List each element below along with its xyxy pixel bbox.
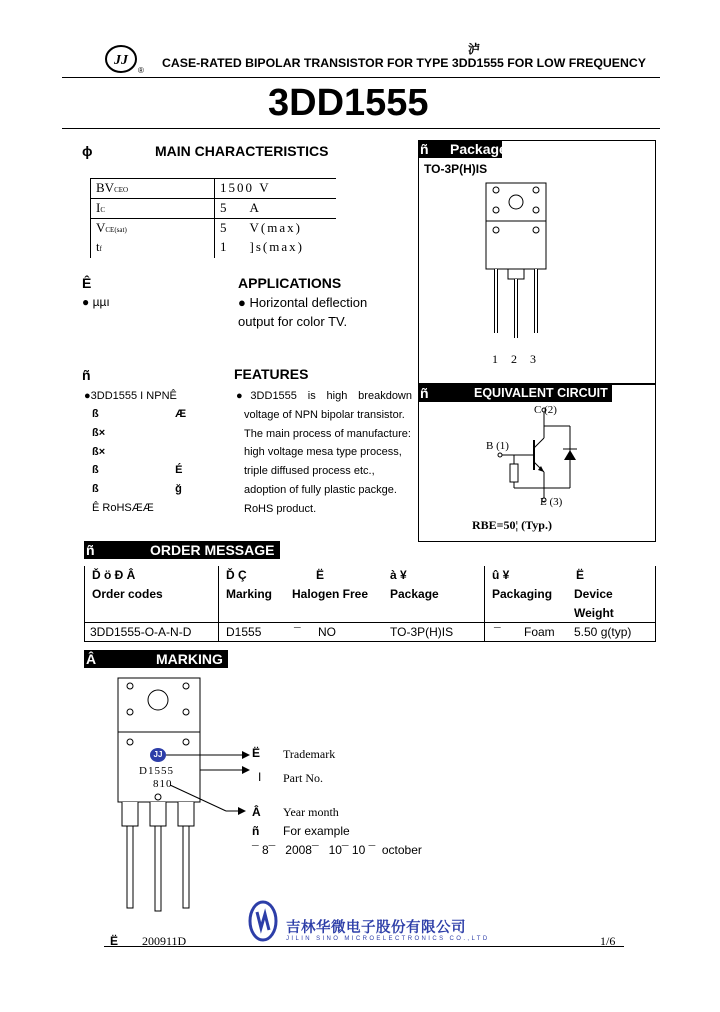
company-logo xyxy=(104,44,138,74)
applications-line1: ● Horizontal deflection xyxy=(238,295,368,310)
marking-label: Trademark xyxy=(283,747,336,761)
char-value: 1 ]s(max) xyxy=(220,239,304,254)
features-cn-line: ß É xyxy=(92,464,183,476)
order-col-cn: Ë xyxy=(576,568,585,582)
logo-text: JJ xyxy=(114,53,128,68)
char-value: 1500 V xyxy=(220,180,271,195)
marking-chip-text1: D1555 xyxy=(139,765,174,777)
applications-cn-glyph: Ê xyxy=(82,275,92,291)
header-rule-top xyxy=(62,77,660,78)
header-rule-bottom xyxy=(62,128,660,129)
footer-company-en: JILIN SINO MICROELECTRONICS CO.,LTD xyxy=(286,936,490,942)
features-cn-glyph: ñ xyxy=(82,367,91,383)
features-en-line: RoHS product. xyxy=(244,502,317,515)
order-weight-cell: 5.50 g(typ) xyxy=(574,625,632,639)
order-col-header: Marking xyxy=(226,587,273,601)
order-col-cn: Ď ö Ð Â xyxy=(92,568,136,582)
order-packaging-cn-cell: ¯ xyxy=(494,625,501,639)
footer-date-code: 200911D xyxy=(142,934,187,948)
order-col-header-extra: Weight xyxy=(574,606,614,620)
applications-cn-text: ● µµı xyxy=(82,295,110,309)
order-halogen-cn-cell: ¯ xyxy=(294,625,301,639)
features-heading: FEATURES xyxy=(234,366,309,382)
marking-chip-logo: JJ xyxy=(150,748,166,762)
marking-label-cn: Ë xyxy=(252,746,261,760)
char-row: BVCEO xyxy=(96,180,129,195)
marking-label: Part No. xyxy=(283,771,323,785)
order-col-header: Device xyxy=(574,587,613,601)
order-col-cn: Ď Ç xyxy=(226,568,247,582)
char-value: 5 A xyxy=(220,200,261,215)
pin-label-1: 1 xyxy=(492,352,498,366)
footer-logo xyxy=(248,900,278,942)
order-col-cn: û ¥ xyxy=(492,568,510,582)
header-cn-mark: 泸 xyxy=(468,42,481,56)
package-drawing xyxy=(484,178,548,353)
marking-label: Year month xyxy=(283,805,339,819)
order-halogen-cell: NO xyxy=(318,625,336,639)
order-packaging-cell: Foam xyxy=(524,625,555,639)
features-en-line: The main process of manufacture: xyxy=(244,427,411,440)
marking-arrows xyxy=(160,735,250,825)
features-en-block xyxy=(236,387,412,519)
circuit-c-label: C (2) xyxy=(534,404,557,416)
features-en-line: voltage of NPN bipolar transistor. xyxy=(244,408,405,421)
package-type: TO-3P(H)IS xyxy=(424,162,488,176)
order-marking-cell: D1555 xyxy=(226,625,262,639)
order-col-cn: Ë xyxy=(316,568,325,582)
applications-line2: output for color TV. xyxy=(238,314,348,329)
order-col-header: Halogen Free xyxy=(292,587,369,601)
main-char-heading: MAIN CHARACTERISTICS xyxy=(155,143,329,159)
features-en-line: triple diffused process etc., xyxy=(244,465,375,478)
main-char-cn-glyph: ϕ xyxy=(82,143,93,159)
features-cn-line: ß Æ xyxy=(92,408,187,420)
char-value: 5 V(max) xyxy=(220,220,302,235)
marking-label-cn: ñ xyxy=(252,824,260,838)
order-col-header: Packaging xyxy=(492,587,553,601)
circuit-b-label: B (1) xyxy=(486,440,509,452)
circuit-e-label: E (3) xyxy=(540,496,563,508)
order-col-cn: à ¥ xyxy=(390,568,407,582)
features-cn-line: ß ğ xyxy=(92,483,182,495)
order-col-header: Package xyxy=(390,587,439,601)
registered-mark: ® xyxy=(138,66,144,75)
features-cn-line: ●3DD1555 I NPNÊ xyxy=(84,390,177,402)
footer-page-number: 1/6 xyxy=(600,934,616,948)
features-cn-line: Ê RoHSÆÆ xyxy=(92,502,154,514)
footer-cn-mark: Ë xyxy=(110,934,119,948)
marking-chip-text2: 810 xyxy=(153,778,173,790)
features-cn-line: ß× xyxy=(92,427,106,439)
applications-heading: APPLICATIONS xyxy=(238,275,342,291)
part-number-title: 3DD1555 xyxy=(268,82,429,124)
marking-label-cn: Â xyxy=(252,805,261,819)
features-cn-line: ß× xyxy=(92,446,106,458)
marking-example: ¯ 8¯ 2008¯ 10¯ 10 ¯ october xyxy=(252,843,422,857)
circuit-header: ñ EQUIVALENT CIRCUIT xyxy=(418,384,612,402)
order-col-header: Order codes xyxy=(92,587,163,601)
char-row: IC xyxy=(96,200,106,215)
circuit-rbe: RBE=50¦ (Typ.) xyxy=(472,518,552,532)
footer-company-cn: 吉林华微电子股份有限公司 xyxy=(286,920,466,936)
pin-label-2: 2 xyxy=(511,352,517,366)
order-package-cell: TO-3P(H)IS xyxy=(390,625,454,639)
header-title: CASE-RATED BIPOLAR TRANSISTOR FOR TYPE 3DD1555 FOR LOW FREQUENCY xyxy=(162,56,646,70)
char-row: tf xyxy=(96,239,102,254)
char-row: VCE(sat) xyxy=(96,220,127,235)
package-header: ñ Package xyxy=(420,141,507,157)
order-header: ñ ORDER MESSAGE xyxy=(84,541,280,559)
order-code-cell: 3DD1555-O-A-N-D xyxy=(90,625,192,639)
features-en-line: high voltage mesa type process, xyxy=(244,446,402,459)
marking-label: For example xyxy=(283,824,350,838)
marking-label-cn: I xyxy=(258,770,262,784)
marking-header: Â MARKING xyxy=(84,650,228,668)
pin-label-3: 3 xyxy=(530,352,536,366)
features-en-line: ●3DD1555 is high breakdown xyxy=(236,390,412,402)
features-en-line: adoption of fully plastic packge. xyxy=(244,483,397,496)
